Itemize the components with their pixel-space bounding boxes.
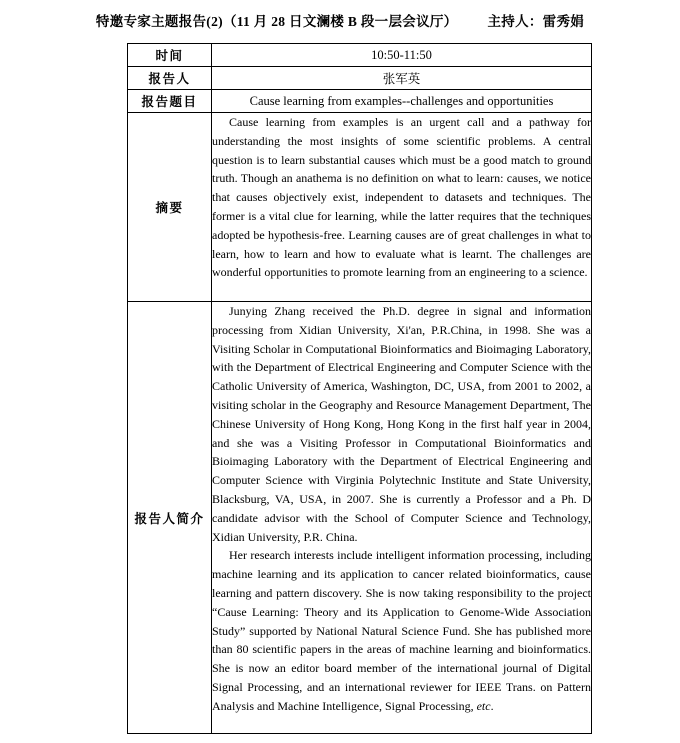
time-value: 10:50-11:50 xyxy=(212,44,592,67)
bio-paragraph-2-main: Her research interests include intelligent information processing, including machine learning and its application to cancer related bioinformatics, cause learning and pattern discovery. She is now taking responsibility to the project “Cause Learning: Theory and its Application to Genome-Wide Association Study” supported by National Natural Science Fund. She has published more than 80 scientific papers in the areas of machine learning and bioinformatics. She is now an editor board member of the international journal of Digital Signal Processing, and an international reviewer for IEEE Trans. on Pattern Analysis and Machine Intelligence, Signal Processing, xyxy=(212,548,591,713)
table-row-speaker xyxy=(128,67,592,90)
document-title xyxy=(0,10,680,30)
bio-content-cell xyxy=(212,302,592,734)
bio-paragraph-2-etc: etc xyxy=(476,698,491,713)
bio-paragraph-1: Junying Zhang received the Ph.D. degree in signal and information processing from Xidian University, Xi'an, P.R.China, in 1998. She was a Visiting Scholar in Computational Bioinformatics and Bioimaging Laboratory, with the Department of Electrical Engineering and Computer Science with the Catholic University of America, Washington, DC, USA, from 2001 to 2002, a visiting scholar in the Geography and Resource Management Department, The Chinese University of Hong Kong, Hong Kong in the first half year in 2004, and she was a Visiting Professor in Computational Bioinformatics and Bioimaging Laboratory with the Department of Electrical Engineering and Computer Science with Virginia Polytechnic Institute and State University, Blacksburg, VA, USA, in 2007. She is currently a Professor and a Ph. D candidate advisor with the School of Computer Science and Technology, Xidian University, P.R. China. xyxy=(212,304,591,544)
bio-paragraph-2-period: . xyxy=(490,698,494,713)
table-row-time xyxy=(128,44,592,67)
time-label: 时间 xyxy=(128,44,212,67)
topic-value: Cause learning from examples--challenges and opportunities xyxy=(212,90,592,113)
topic-label: 报告题目 xyxy=(128,90,212,113)
bio-label: 报告人简介 xyxy=(128,302,212,734)
abstract-paragraph: Cause learning from examples is an urgent call and a pathway for understanding the most insights of some scientific problems. A central question is to learn substantial causes which must be a good match to ground truth. Though an anathema is no definition on what to learn: causes, we notice that causes objectively exist, independent to datasets and techniques. The former is a vital clue for learning, while the latter requires that the techniques adopted be hypothesis-free. Learning causes are of great challenges in what to learn, how to learn and how to evaluate what is learnt. The challenges are wonderful opportunities to promote learning from an engineering to a science. xyxy=(212,115,591,280)
abstract-label: 摘要 xyxy=(128,113,212,302)
speaker-label: 报告人 xyxy=(128,67,212,90)
session-title-text: 特邀专家主题报告(2)（11 月 28 日文澜楼 B 段一层会议厅） xyxy=(95,14,458,29)
table-row-abstract xyxy=(128,113,592,302)
session-info-table xyxy=(127,43,592,734)
abstract-content-cell xyxy=(212,113,592,302)
speaker-value: 张军英 xyxy=(212,67,592,90)
bio-paragraph-2 xyxy=(212,546,591,715)
table-row-topic xyxy=(128,90,592,113)
table-row-bio xyxy=(128,302,592,734)
session-host-text: 主持人：雷秀娟 xyxy=(487,14,585,29)
